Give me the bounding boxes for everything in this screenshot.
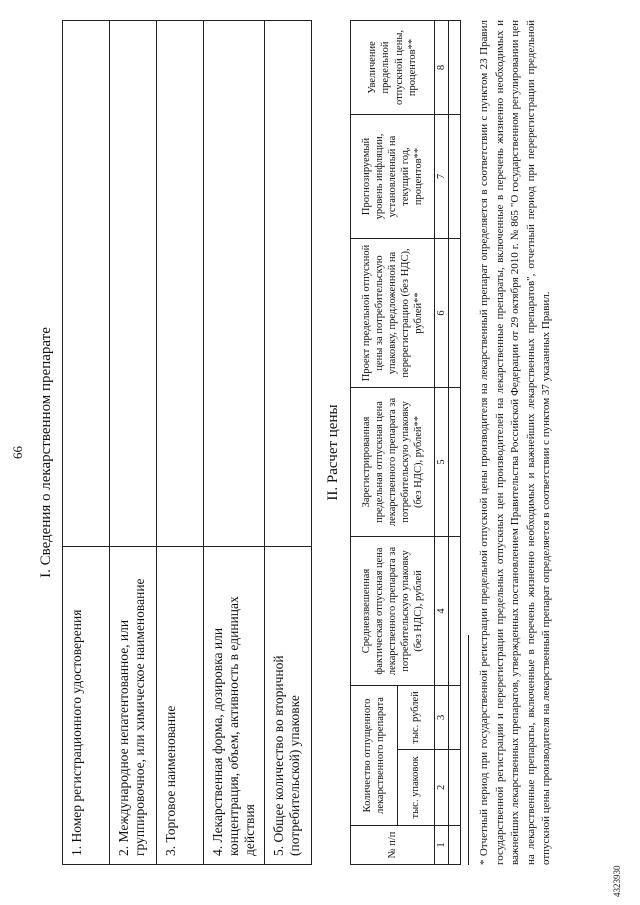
document-id: 4323930 [612,865,622,897]
header-thousand-rubles: тыс. рублей [398,686,435,750]
footnote-separator [468,635,469,865]
table-cell [449,537,461,686]
row-label-inn: 2. Международное непатентованное, или группировочное, или химическое наименование [110,547,157,865]
header-thousand-packages: тыс. упаковок [398,749,435,825]
table-cell [449,239,461,388]
column-number: 1 [435,826,449,865]
table-cell [449,686,461,750]
table-row [157,21,204,865]
header-registered-price: Зарегистрированная предельная отпускная цена лекарственного препарата за потребительскую упаковку (без НДС), рублей** [351,388,435,537]
header-weighted-price: Средневзвешенная фактическая отпускная цена лекарственного препарата за потребительскую упаковку (без НДС), рублей [351,537,435,686]
header-number: № п/п [351,826,435,865]
header-row [351,21,398,865]
column-number: 2 [435,749,449,825]
row-label-dosage-form: 4. Лекарственная форма, дозировка или концентрация, объем, активность в единицах действия [204,547,265,865]
footnote: * Отчетный период при государственной регистрации предельной отпускной цены производителя на лекарственный препарат определяется в соответствии с пунктом 23 Правил государственной регистрации и перерегистрации предельных отпускных цен производителей на лекарственные препараты, включенные в перечень жизненно необходимых и важнейших лекарственных препаратов, утвержденных постановлением Правительства Российской Федерации от 29 октября 2010 г. № 865 "О государственном регулировании цен на лекарственные препараты, включенные в перечень жизненно необходимых и важнейших лекарственных препаратов", отчетный период при перерегистрации предельной отпускной цены производителя на лекарственный препарат определяется в соответствии с пунктом 37 указанных Правил. [478,20,553,865]
column-number: 7 [435,115,449,239]
table-row [204,21,265,865]
table-cell [449,388,461,537]
row-label-package-quantity: 5. Общее количество во вторичной (потребительской) упаковке [265,547,312,865]
section-2-title: II. Расчет цены [325,404,341,501]
column-number: 4 [435,537,449,686]
price-calculation-table [350,20,461,865]
table-row [265,21,312,865]
column-number-row [435,21,449,865]
row-value-package-quantity [265,21,312,547]
row-value-dosage-form [204,21,265,547]
column-number: 8 [435,21,449,115]
table-cell [449,749,461,825]
section-1-title: I. Сведения о лекарственном препарате [38,327,54,578]
row-value-inn [110,21,157,547]
header-price-increase: Увеличение предельной отпускной цены, процентов** [351,21,435,115]
header-inflation: Прогнозируемый уровень инфляции, установленный на текущий год, процентов** [351,115,435,239]
table-cell [449,21,461,115]
header-proposed-price: Проект предельной отпускной цены за потребительскую упаковку, предложенной на перерегистрацию (без НДС), рублей** [351,239,435,388]
column-number: 6 [435,239,449,388]
table-cell [449,826,461,865]
page-number: 66 [10,446,25,459]
column-number: 3 [435,686,449,750]
row-label-registration-number: 1. Номер регистрационного удостоверения [63,547,110,865]
header-quantity-group: Количество отпущенного лекарственного препарата [351,686,398,826]
row-value-trade-name [157,21,204,547]
table-row [449,21,461,865]
column-number: 5 [435,388,449,537]
drug-info-table [62,20,312,865]
table-cell [449,115,461,239]
table-row [110,21,157,865]
row-value-registration-number [63,21,110,547]
row-label-trade-name: 3. Торговое наименование [157,547,204,865]
table-row [63,21,110,865]
